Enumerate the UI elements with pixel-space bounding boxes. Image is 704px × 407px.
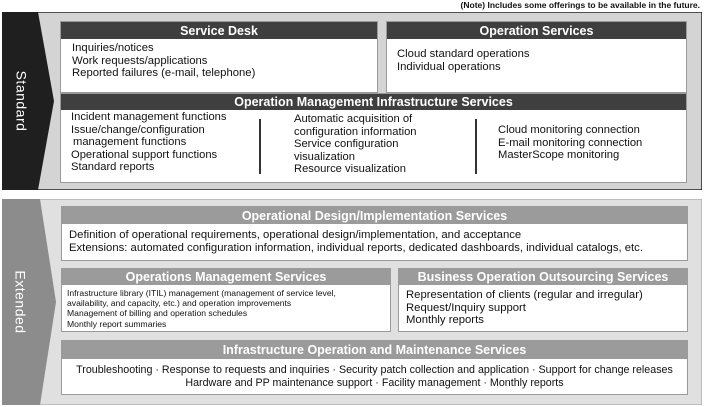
list-item: Resource visualization [294,163,406,175]
extended-section [2,199,702,405]
list-item: Representation of clients (regular and irregular) [406,289,643,301]
list-item: Automatic acquisition of [294,113,413,125]
standard-label-area [2,12,40,190]
service-desk-title: Service Desk [61,22,377,39]
list-item: Standard reports [71,161,155,173]
odi-title: Operational Design/Implementation Services [62,207,687,224]
extended-label: Extended [13,270,30,334]
list-item: Hardware and PP maintenance support · Facility management · Monthly reports [185,376,564,389]
omi-title: Operation Management Infrastructure Services [61,94,686,110]
list-item: Request/Inquiry support [406,301,526,314]
omi-col2 [294,113,417,176]
service-desk-box [60,21,378,93]
list-item: Extensions: automated configuration information, individual reports, dedicated dashboards, individual catalogs, etc. [69,241,643,254]
omi-col1 [71,111,226,174]
list-item: E-mail monitoring connection [498,136,643,149]
oms-box [61,268,391,332]
list-item: Management of billing and operation schedules [67,308,248,319]
iom-box [61,340,688,395]
list-item: Reported failures (e-mail, telephone) [72,67,256,80]
iom-title: Infrastructure Operation and Maintenance Services [62,341,687,359]
operation-services-title: Operation Services [387,22,686,39]
list-item: Cloud standard operations [397,48,530,60]
list-item: Cloud monitoring connection [498,124,640,136]
list-item: availability, and capacity, etc.) and operation improvements [67,298,292,309]
list-item: Service configuration [294,138,399,150]
column-divider [475,119,477,174]
list-item: Monthly report summaries [67,318,167,329]
list-item: Operational support functions [71,148,218,161]
oms-lines [62,285,390,329]
operation-services-box [386,21,687,93]
list-item: Incident management functions [71,111,227,123]
footnote: (Note) Includes some offerings to be available in the future. [460,0,700,10]
boo-box [398,268,688,332]
operation-services-items [387,39,686,73]
list-item: Troubleshooting · Response to requests and inquiries · Security patch collection and application · Support for change releases [76,364,673,376]
odi-lines [62,224,687,254]
omi-box [60,93,687,183]
odi-box [61,206,688,261]
list-item: visualization [294,150,355,163]
list-item: configuration information [294,125,417,138]
column-divider [259,119,261,174]
list-item: Individual operations [397,60,501,73]
list-item: Infrastructure library (ITIL) management (management of service level, [67,288,336,298]
iom-lines [62,359,687,389]
standard-label: Standard [13,70,30,132]
boo-title: Business Operation Outsourcing Services [399,269,687,285]
list-item: Inquiries/notices [72,42,154,54]
oms-title: Operations Management Services [62,269,390,285]
service-desk-items [61,39,377,80]
list-item: Work requests/applications [72,54,208,67]
list-item: MasterScope monitoring [498,149,620,161]
list-item: Issue/change/configuration [71,123,205,136]
standard-section [2,12,702,190]
list-item: Definition of operational requirements, operational design/implementation, and acceptance [69,229,522,241]
omi-col3 [498,124,642,162]
list-item: Monthly reports [406,314,484,327]
list-item: management functions [73,136,187,148]
extended-label-area [2,199,40,405]
boo-lines [399,285,687,327]
